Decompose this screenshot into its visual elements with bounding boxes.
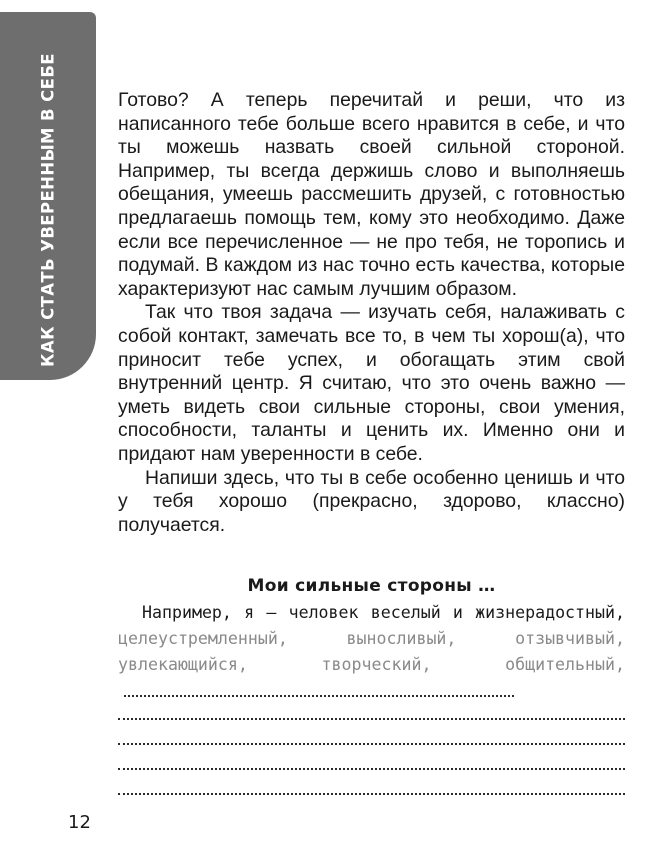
- writing-line-3[interactable]: [118, 743, 625, 745]
- strengths-examples: целеустремленный, выносливый, отзывчивый, увлекающийся, творческий, общительный,: [118, 629, 625, 675]
- body-text: [118, 89, 625, 537]
- paragraph-2: Так что твоя задача — изучать себя, налаживать с собой контакт, замечать все то, в чем ты хорош(а), что приносит тебе успех, и обогащать этим свой внутренний центр. Я считаю, что это очень важно — уметь видеть свои сильные стороны, свои умения, способности, таланты и ценить их. Именно они и придают нам уверенности в себе.: [118, 301, 625, 465]
- paragraph-1: Готово? А теперь перечитай и реши, что из написанного тебе больше всего нравится в себе, и что ты можешь назвать своей сильной стороной. Например, ты всегда держишь слово и выполняешь обещания, умеешь рассмешить друзей, с готовностью предлагаешь помощь тем, кому это необходимо. Даже если все перечисленное — не про тебя, не торопись и подумай. В каждом из нас точно есть качества, которые характеризуют нас самым лучшим образом.: [118, 89, 625, 300]
- writing-line-1[interactable]: [124, 681, 514, 697]
- strengths-lead: Например, я — человек веселый и жизнерадостный,: [142, 603, 625, 622]
- writing-line-4[interactable]: [118, 768, 625, 770]
- writing-line-2[interactable]: [118, 718, 625, 720]
- page-number: 12: [68, 812, 91, 833]
- chapter-title: КАК СТАТЬ УВЕРЕННЫМ В СЕБЕ: [38, 53, 58, 367]
- strengths-heading: Мои сильные стороны …: [247, 576, 496, 596]
- writing-line-5[interactable]: [118, 793, 625, 795]
- chapter-side-tab: [0, 12, 96, 380]
- strengths-fill-in: [118, 600, 625, 705]
- paragraph-3: Напиши здесь, что ты в себе особенно ценишь и что у тебя хорошо (прекрасно, здорово, классно) получается.: [118, 466, 625, 536]
